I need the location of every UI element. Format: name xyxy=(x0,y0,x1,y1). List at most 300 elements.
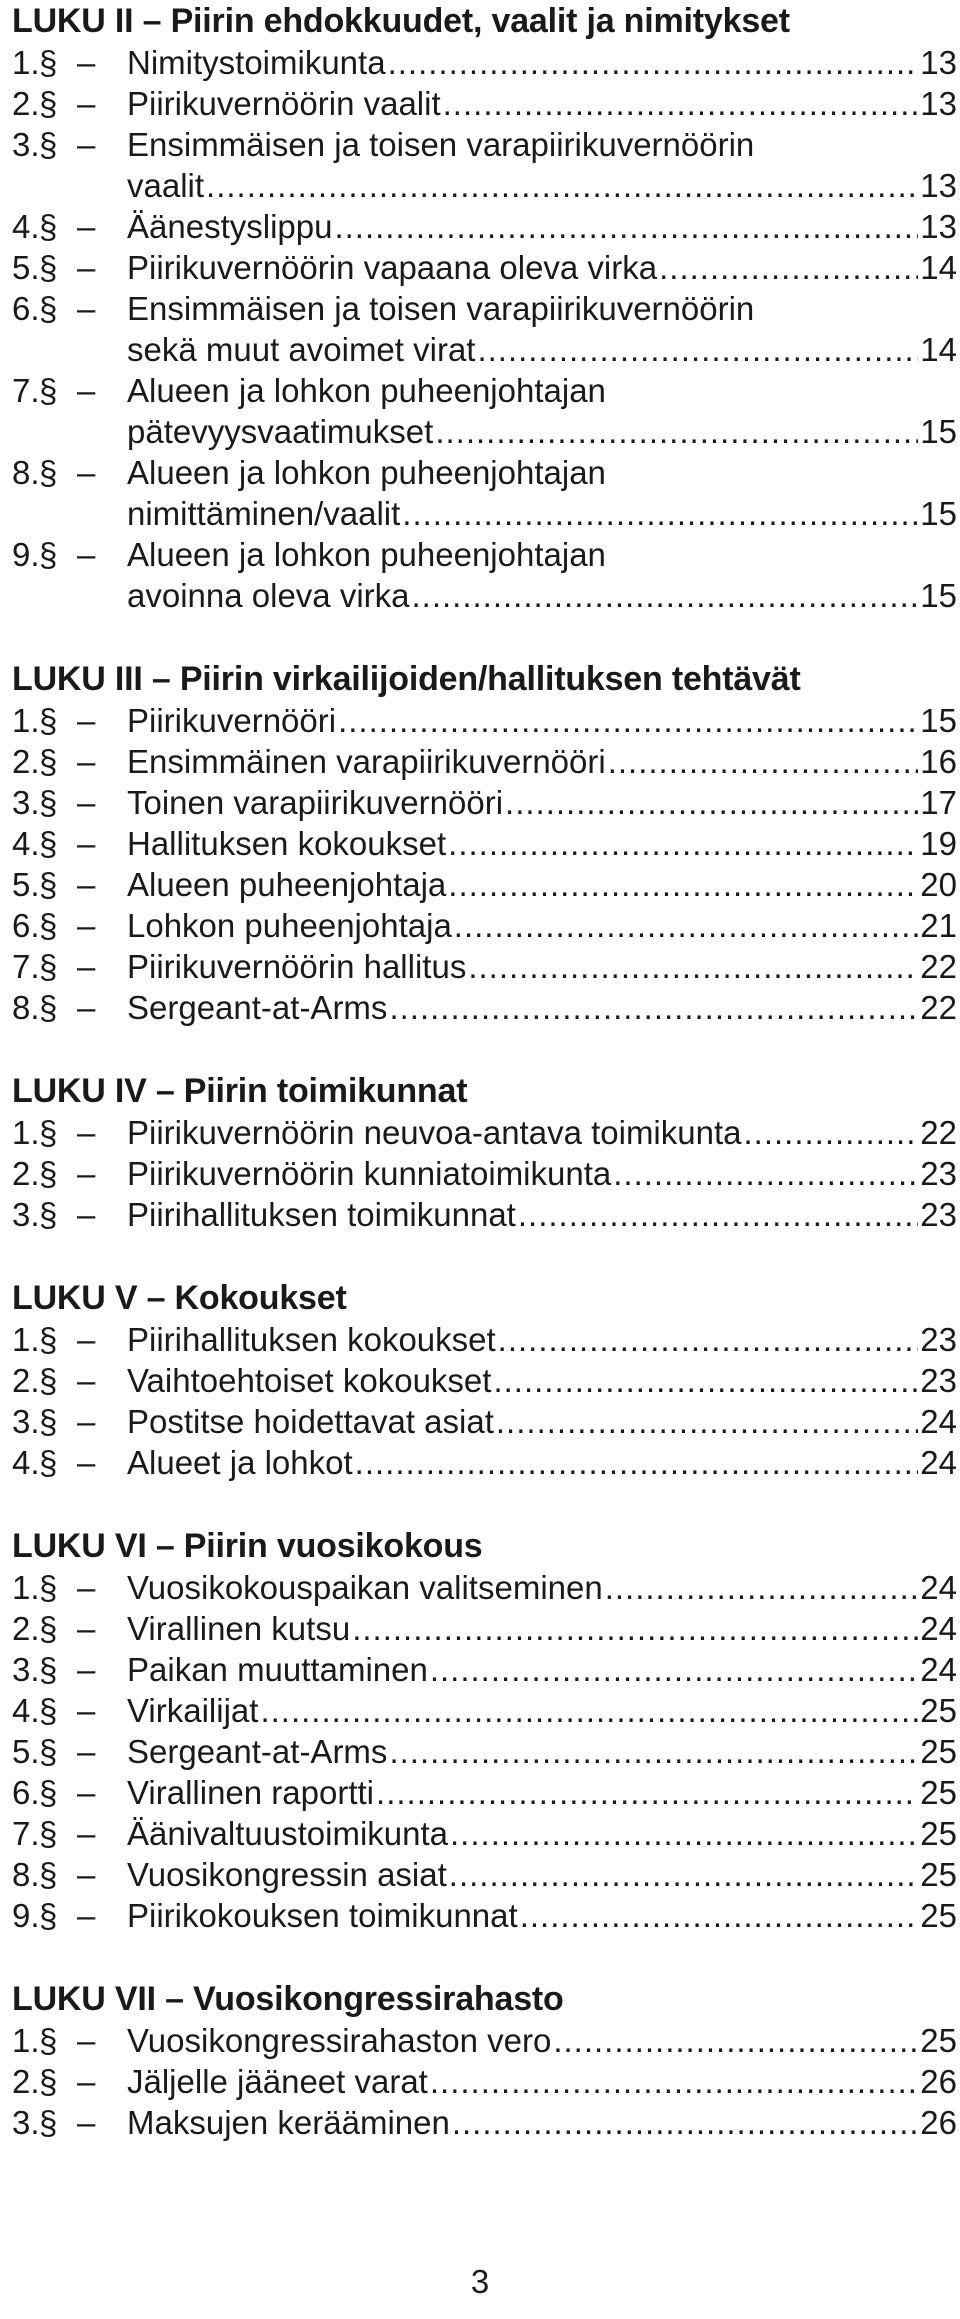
entry-dash: – xyxy=(77,1569,96,1606)
entry-body xyxy=(127,1153,957,1194)
entry-title: Piirikokouksen toimikunnat xyxy=(127,1897,518,1934)
section-symbol: § xyxy=(39,2063,58,2100)
entry-body xyxy=(127,700,957,741)
section-symbol: § xyxy=(39,743,58,780)
entry-page-number: 24 xyxy=(920,1610,957,1647)
entry-dash: – xyxy=(77,702,96,739)
toc-entry xyxy=(12,1112,957,1153)
entry-line xyxy=(127,1895,957,1936)
dot-leader xyxy=(334,206,918,247)
entry-line xyxy=(127,2061,957,2102)
section-symbol: § xyxy=(39,1362,58,1399)
entry-line xyxy=(127,700,957,741)
toc-entry xyxy=(12,1360,957,1401)
entry-body xyxy=(127,1608,957,1649)
entry-page-number: 23 xyxy=(920,1362,957,1399)
dot-leader xyxy=(430,2061,918,2102)
entry-number: 7. xyxy=(12,1815,40,1852)
entry-line xyxy=(127,2020,957,2061)
toc-entry xyxy=(12,1731,957,1772)
entry-body xyxy=(127,42,957,83)
entry-body xyxy=(127,534,957,616)
section-symbol: § xyxy=(39,1155,58,1192)
entry-title: vaalit xyxy=(127,167,205,204)
entry-body xyxy=(127,206,957,247)
entry-page-number: 26 xyxy=(920,2104,957,2141)
dot-leader xyxy=(388,42,919,83)
entry-dash: – xyxy=(77,784,96,821)
entry-dash: – xyxy=(77,1362,96,1399)
entry-page-number: 24 xyxy=(920,1651,957,1688)
dot-leader xyxy=(448,823,918,864)
section-symbol: § xyxy=(39,290,58,327)
section-symbol: § xyxy=(39,208,58,245)
entry-dash: – xyxy=(77,825,96,862)
entry-page-number: 24 xyxy=(920,1444,957,1481)
entry-title: Piirihallituksen toimikunnat xyxy=(127,1196,516,1233)
toc-entry xyxy=(12,206,957,247)
entry-dash: – xyxy=(77,989,96,1026)
entry-title: avoinna oleva virka xyxy=(127,577,410,614)
section-symbol: § xyxy=(39,454,58,491)
entry-line xyxy=(127,288,957,329)
entry-line xyxy=(127,1319,957,1360)
toc-entry xyxy=(12,864,957,905)
entry-number: 3. xyxy=(12,1651,40,1688)
entry-dash: – xyxy=(77,1610,96,1647)
section-symbol: § xyxy=(39,44,58,81)
entry-body xyxy=(127,905,957,946)
entry-title: Piirikuvernöörin vaalit xyxy=(127,85,441,122)
dot-leader xyxy=(376,1772,918,1813)
entry-line xyxy=(127,946,957,987)
entry-title: Alueen ja lohkon puheenjohtajan xyxy=(127,536,606,573)
entry-page-number: 15 xyxy=(920,495,957,532)
dot-leader xyxy=(454,905,918,946)
dot-leader xyxy=(744,1112,919,1153)
entry-page-number: 13 xyxy=(920,208,957,245)
entry-title: Virallinen kutsu xyxy=(127,1610,351,1647)
toc-entry xyxy=(12,1608,957,1649)
entry-dash: – xyxy=(77,1651,96,1688)
entry-body xyxy=(127,1194,957,1235)
dot-leader xyxy=(452,2102,918,2143)
dot-leader xyxy=(448,864,918,905)
dot-leader xyxy=(553,2020,918,2061)
entry-body xyxy=(127,1360,957,1401)
entry-body xyxy=(127,370,957,452)
toc-entry xyxy=(12,700,957,741)
entry-dash: – xyxy=(77,1321,96,1358)
dot-leader xyxy=(520,1895,919,1936)
entry-title: Vaihtoehtoiset kokoukset xyxy=(127,1362,492,1399)
entry-dash: – xyxy=(77,249,96,286)
dot-leader xyxy=(412,575,919,616)
entry-body xyxy=(127,1854,957,1895)
entry-page-number: 22 xyxy=(920,948,957,985)
entry-body xyxy=(127,2020,957,2061)
entry-number: 1. xyxy=(12,2022,40,2059)
entry-page-number: 25 xyxy=(920,1897,957,1934)
entry-number: 2. xyxy=(12,743,40,780)
entry-line xyxy=(127,1194,957,1235)
entry-body xyxy=(127,1895,957,1936)
entry-body xyxy=(127,2102,957,2143)
dot-leader xyxy=(505,782,918,823)
entry-line xyxy=(127,206,957,247)
dot-leader xyxy=(468,946,918,987)
entry-title: Sergeant-at-Arms xyxy=(127,1733,388,1770)
entry-number: 2. xyxy=(12,1155,40,1192)
entry-number: 7. xyxy=(12,372,40,409)
entry-page-number: 16 xyxy=(920,743,957,780)
entry-title: Piirihallituksen kokoukset xyxy=(127,1321,496,1358)
dot-leader xyxy=(435,411,918,452)
entry-number: 3. xyxy=(12,1196,40,1233)
toc-entry xyxy=(12,2061,957,2102)
entry-body xyxy=(127,1649,957,1690)
entry-number: 1. xyxy=(12,44,40,81)
entry-title: Toinen varapiirikuvernööri xyxy=(127,784,504,821)
section-symbol: § xyxy=(39,372,58,409)
entry-dash: – xyxy=(77,2104,96,2141)
entry-title: nimittäminen/vaalit xyxy=(127,495,401,532)
toc-entry xyxy=(12,83,957,124)
section-symbol: § xyxy=(39,1897,58,1934)
entry-body xyxy=(127,823,957,864)
entry-title: Postitse hoidettavat asiat xyxy=(127,1403,494,1440)
entry-body xyxy=(127,741,957,782)
entry-body xyxy=(127,946,957,987)
dot-leader xyxy=(450,1813,918,1854)
entry-dash: – xyxy=(77,1444,96,1481)
toc-chapter xyxy=(12,1525,957,1936)
entry-line xyxy=(127,493,957,534)
entry-body xyxy=(127,288,957,370)
toc-chapter xyxy=(12,1277,957,1483)
entry-title: Alueen ja lohkon puheenjohtajan xyxy=(127,372,606,409)
entry-title: Nimitystoimikunta xyxy=(127,44,386,81)
section-symbol: § xyxy=(39,702,58,739)
toc-entry xyxy=(12,2102,957,2143)
dot-leader xyxy=(477,329,918,370)
entry-dash: – xyxy=(77,536,96,573)
entry-number: 9. xyxy=(12,536,40,573)
entry-body xyxy=(127,1112,957,1153)
section-symbol: § xyxy=(39,85,58,122)
toc-entry xyxy=(12,1401,957,1442)
dot-leader xyxy=(338,700,918,741)
entry-body xyxy=(127,1690,957,1731)
toc-entry xyxy=(12,1153,957,1194)
entry-number: 5. xyxy=(12,249,40,286)
dot-leader xyxy=(389,987,918,1028)
dot-leader xyxy=(443,83,919,124)
entry-line xyxy=(127,575,957,616)
section-symbol: § xyxy=(39,1856,58,1893)
entry-dash: – xyxy=(77,208,96,245)
entry-body xyxy=(127,864,957,905)
section-symbol: § xyxy=(39,907,58,944)
entry-dash: – xyxy=(77,1897,96,1934)
entry-body xyxy=(127,2061,957,2102)
entry-number: 7. xyxy=(12,948,40,985)
entry-line xyxy=(127,2102,957,2143)
entry-number: 3. xyxy=(12,2104,40,2141)
entry-number: 4. xyxy=(12,1444,40,1481)
entry-title: Piirikuvernöörin vapaana oleva virka xyxy=(127,249,658,286)
entry-dash: – xyxy=(77,290,96,327)
entry-body xyxy=(127,1442,957,1483)
toc-entry xyxy=(12,1319,957,1360)
entry-title: Alueet ja lohkot xyxy=(127,1444,353,1481)
section-symbol: § xyxy=(39,784,58,821)
toc-entry xyxy=(12,1813,957,1854)
entry-line xyxy=(127,864,957,905)
entry-title: Vuosikongressirahaston vero xyxy=(127,2022,552,2059)
entry-number: 1. xyxy=(12,1321,40,1358)
dot-leader xyxy=(608,741,919,782)
entry-dash: – xyxy=(77,743,96,780)
entry-page-number: 25 xyxy=(920,1815,957,1852)
entry-line xyxy=(127,165,957,206)
section-symbol: § xyxy=(39,866,58,903)
section-symbol: § xyxy=(39,1774,58,1811)
entry-title: Piirikuvernöörin kunniatoimikunta xyxy=(127,1155,612,1192)
entry-page-number: 15 xyxy=(920,577,957,614)
entry-line xyxy=(127,741,957,782)
entry-line xyxy=(127,1567,957,1608)
entry-page-number: 25 xyxy=(920,2022,957,2059)
entry-line xyxy=(127,1360,957,1401)
toc-entry xyxy=(12,370,957,452)
entry-number: 3. xyxy=(12,1403,40,1440)
entry-title: Lohkon puheenjohtaja xyxy=(127,907,452,944)
entry-title: Maksujen kerääminen xyxy=(127,2104,450,2141)
dot-leader xyxy=(402,493,918,534)
entry-body xyxy=(127,1813,957,1854)
entry-body xyxy=(127,83,957,124)
entry-number: 4. xyxy=(12,1692,40,1729)
dot-leader xyxy=(355,1442,919,1483)
section-symbol: § xyxy=(39,989,58,1026)
section-symbol: § xyxy=(39,1651,58,1688)
entry-line xyxy=(127,1731,957,1772)
entry-page-number: 14 xyxy=(920,249,957,286)
entry-title: Alueen ja lohkon puheenjohtajan xyxy=(127,454,606,491)
entry-page-number: 26 xyxy=(920,2063,957,2100)
dot-leader xyxy=(605,1567,919,1608)
entry-page-number: 13 xyxy=(920,44,957,81)
dot-leader xyxy=(430,1649,918,1690)
toc-entry xyxy=(12,782,957,823)
entry-line xyxy=(127,1772,957,1813)
entry-title: Sergeant-at-Arms xyxy=(127,989,388,1026)
entry-line xyxy=(127,329,957,370)
entry-line xyxy=(127,782,957,823)
entry-page-number: 25 xyxy=(920,1856,957,1893)
entry-body xyxy=(127,1401,957,1442)
toc-entry xyxy=(12,946,957,987)
entry-page-number: 17 xyxy=(920,784,957,821)
entry-dash: – xyxy=(77,1774,96,1811)
entry-line xyxy=(127,823,957,864)
entry-page-number: 25 xyxy=(920,1774,957,1811)
section-symbol: § xyxy=(39,1610,58,1647)
entry-line xyxy=(127,1649,957,1690)
entry-dash: – xyxy=(77,948,96,985)
entry-page-number: 13 xyxy=(920,167,957,204)
entry-page-number: 24 xyxy=(920,1403,957,1440)
section-symbol: § xyxy=(39,1569,58,1606)
toc-chapter xyxy=(12,0,957,616)
entry-number: 1. xyxy=(12,702,40,739)
entry-number: 8. xyxy=(12,454,40,491)
toc-entry xyxy=(12,452,957,534)
entry-title: Vuosikokouspaikan valitseminen xyxy=(127,1569,603,1606)
entry-line xyxy=(127,534,957,575)
entry-title: Virkailijat xyxy=(127,1692,259,1729)
toc-entry xyxy=(12,987,957,1028)
entry-dash: – xyxy=(77,1733,96,1770)
entry-body xyxy=(127,247,957,288)
entry-title: Vuosikongressin asiat xyxy=(127,1856,447,1893)
entry-number: 6. xyxy=(12,907,40,944)
entry-line xyxy=(127,1401,957,1442)
entry-dash: – xyxy=(77,907,96,944)
dot-leader xyxy=(496,1401,918,1442)
entry-page-number: 19 xyxy=(920,825,957,862)
entry-number: 4. xyxy=(12,825,40,862)
entry-dash: – xyxy=(77,85,96,122)
section-symbol: § xyxy=(39,2022,58,2059)
toc-entry xyxy=(12,1895,957,1936)
entry-page-number: 21 xyxy=(920,907,957,944)
entry-number: 2. xyxy=(12,2063,40,2100)
entry-line xyxy=(127,1690,957,1731)
entry-line xyxy=(127,42,957,83)
entry-line xyxy=(127,1442,957,1483)
entry-page-number: 22 xyxy=(920,989,957,1026)
section-symbol: § xyxy=(39,2104,58,2141)
entry-dash: – xyxy=(77,454,96,491)
toc-chapter xyxy=(12,1070,957,1235)
section-symbol: § xyxy=(39,1815,58,1852)
entry-body xyxy=(127,124,957,206)
section-symbol: § xyxy=(39,1692,58,1729)
entry-number: 3. xyxy=(12,784,40,821)
entry-number: 1. xyxy=(12,1569,40,1606)
entry-body xyxy=(127,1772,957,1813)
entry-dash: – xyxy=(77,1856,96,1893)
entry-line xyxy=(127,452,957,493)
dot-leader xyxy=(352,1608,918,1649)
entry-title: Ensimmäisen ja toisen varapiirikuvernöörin xyxy=(127,126,755,163)
dot-leader xyxy=(260,1690,918,1731)
entry-line xyxy=(127,1153,957,1194)
entry-line xyxy=(127,370,957,411)
chapter-heading: LUKU IV – Piirin toimikunnat xyxy=(12,1072,468,1110)
entry-page-number: 23 xyxy=(920,1155,957,1192)
toc-entry xyxy=(12,288,957,370)
page-number: 3 xyxy=(470,2263,490,2300)
entry-number: 5. xyxy=(12,866,40,903)
entry-number: 1. xyxy=(12,1114,40,1151)
toc-entry xyxy=(12,1567,957,1608)
entry-line xyxy=(127,1112,957,1153)
entry-dash: – xyxy=(77,1114,96,1151)
toc-entry xyxy=(12,1690,957,1731)
entry-title: Piirikuvernöörin neuvoa-antava toimikunta xyxy=(127,1114,742,1151)
entry-dash: – xyxy=(77,1155,96,1192)
entry-dash: – xyxy=(77,2063,96,2100)
entry-body xyxy=(127,1731,957,1772)
dot-leader xyxy=(206,165,918,206)
entry-line xyxy=(127,247,957,288)
dot-leader xyxy=(498,1319,919,1360)
entry-dash: – xyxy=(77,866,96,903)
entry-number: 2. xyxy=(12,1362,40,1399)
entry-title: pätevyysvaatimukset xyxy=(127,413,434,450)
entry-number: 9. xyxy=(12,1897,40,1934)
entry-body xyxy=(127,1567,957,1608)
toc-entry xyxy=(12,1442,957,1483)
entry-number: 8. xyxy=(12,989,40,1026)
entry-title: Virallinen raportti xyxy=(127,1774,375,1811)
entry-number: 6. xyxy=(12,290,40,327)
entry-dash: – xyxy=(77,372,96,409)
chapter-heading: LUKU II – Piirin ehdokkuudet, vaalit ja nimitykset xyxy=(12,2,790,40)
entry-number: 8. xyxy=(12,1856,40,1893)
entry-title: Alueen puheenjohtaja xyxy=(127,866,447,903)
entry-dash: – xyxy=(77,1403,96,1440)
entry-dash: – xyxy=(77,44,96,81)
dot-leader xyxy=(613,1153,918,1194)
toc-chapter xyxy=(12,1978,957,2143)
section-symbol: § xyxy=(39,1444,58,1481)
entry-line xyxy=(127,1813,957,1854)
entry-line xyxy=(127,1608,957,1649)
entry-number: 3. xyxy=(12,126,40,163)
entry-number: 5. xyxy=(12,1733,40,1770)
toc-entry xyxy=(12,247,957,288)
entry-line xyxy=(127,987,957,1028)
dot-leader xyxy=(518,1194,918,1235)
entry-body xyxy=(127,782,957,823)
entry-title: Ensimmäinen varapiirikuvernööri xyxy=(127,743,606,780)
entry-number: 2. xyxy=(12,1610,40,1647)
chapter-heading: LUKU VII – Vuosikongressirahasto xyxy=(12,1980,564,2018)
entry-page-number: 23 xyxy=(920,1196,957,1233)
entry-number: 2. xyxy=(12,85,40,122)
section-symbol: § xyxy=(39,1733,58,1770)
toc-entry xyxy=(12,1649,957,1690)
entry-dash: – xyxy=(77,1692,96,1729)
section-symbol: § xyxy=(39,1321,58,1358)
chapter-heading: LUKU III – Piirin virkailijoiden/hallituksen tehtävät xyxy=(12,660,801,698)
entry-page-number: 23 xyxy=(920,1321,957,1358)
entry-page-number: 13 xyxy=(920,85,957,122)
section-symbol: § xyxy=(39,1403,58,1440)
entry-title: Äänestyslippu xyxy=(127,208,333,245)
section-symbol: § xyxy=(39,536,58,573)
entry-page-number: 15 xyxy=(920,702,957,739)
section-symbol: § xyxy=(39,1196,58,1233)
dot-leader xyxy=(449,1854,918,1895)
entry-dash: – xyxy=(77,1815,96,1852)
entry-number: 6. xyxy=(12,1774,40,1811)
toc-entry xyxy=(12,2020,957,2061)
